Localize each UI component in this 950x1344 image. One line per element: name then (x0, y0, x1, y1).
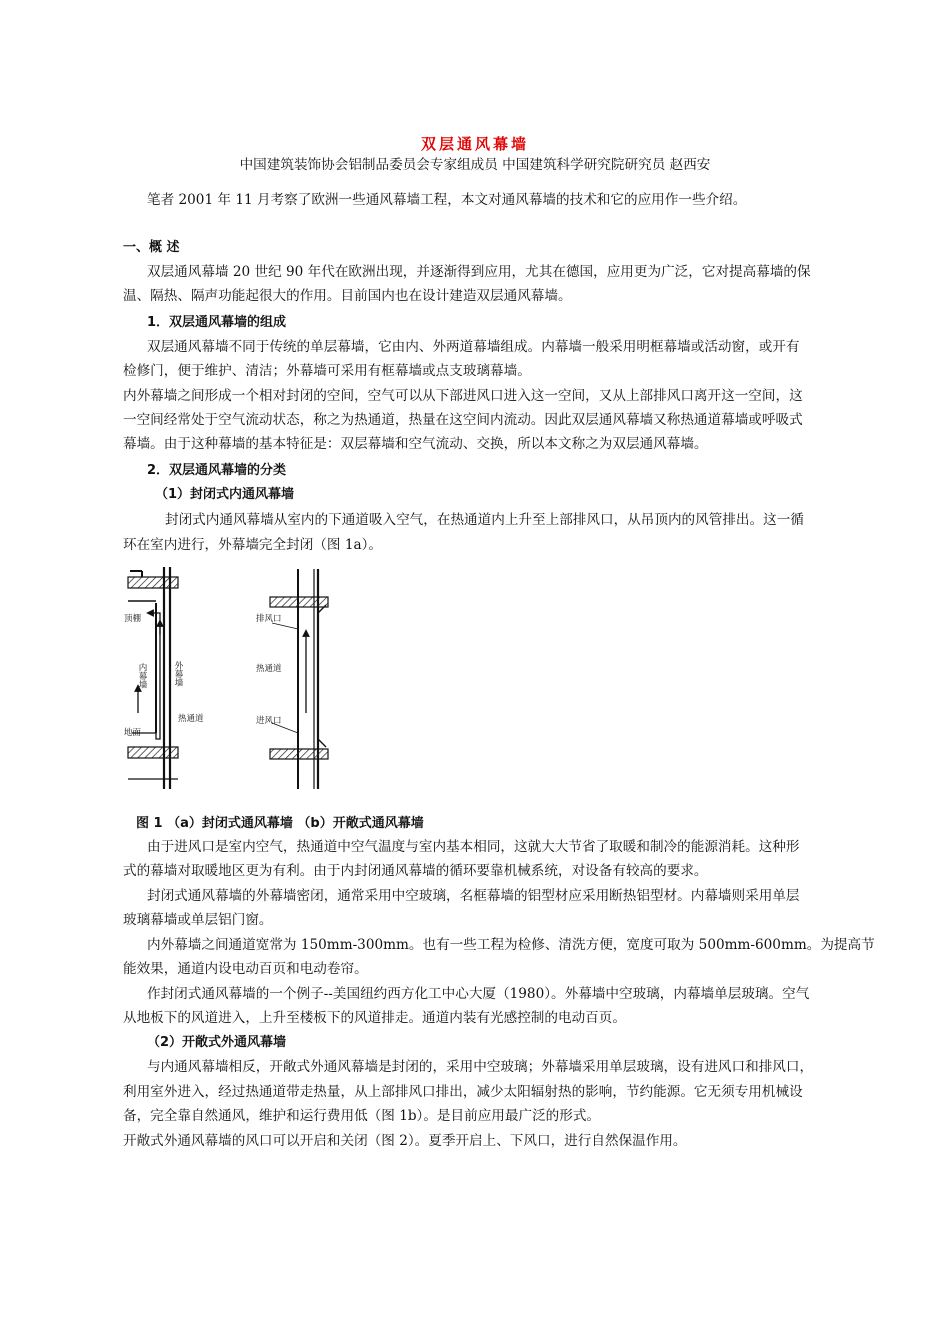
paragraph-line: 温、隔热、隔声功能起很大的作用。目前国内也在设计建造双层通风幕墙。 (123, 288, 572, 304)
paragraph-line: 环在室内进行，外幕墙完全封闭（图 1a）。 (123, 537, 382, 553)
label-heat-channel: 热通道 (178, 714, 204, 724)
subheading-open-type: （2）开敞式外通风幕墙 (147, 1035, 287, 1050)
author-line: 中国建筑装饰协会铝制品委员会专家组成员 中国建筑科学研究院研究员 赵西安 (239, 157, 711, 173)
paragraph-line: 备，完全靠自然通风，维护和运行费用低（图 1b）。是目前应用最广泛的形式。 (123, 1108, 601, 1124)
paragraph-line: 检修门，便于维护、清洁；外幕墙可采用有框幕墙或点支玻璃幕墙。 (123, 363, 531, 379)
paragraph-line: 内外幕墙之间通道宽常为 150mm-300mm。也有一些工程为检修、清洗方便，宽度可取为 500mm-600mm。为提高节 (147, 937, 875, 953)
paragraph-line: 开敞式外通风幕墙的风口可以开启和关闭（图 2）。夏季开启上、下风口，进行自然保温作用。 (123, 1133, 687, 1149)
paragraph-line: 能效果，通道内设电动百页和电动卷帘。 (123, 961, 368, 977)
label-inner-wall: 内幕墙 (137, 663, 147, 689)
paragraph-line: 利用室外进入，经过热通道带走热量，从上部排风口排出，减少太阳辐射热的影响，节约能源。它无须专用机械设 (123, 1084, 803, 1100)
label-exhaust-vent: 排风口 (256, 614, 282, 624)
figure-caption: 图 1 （a）封闭式通风幕墙 （b）开敞式通风幕墙 (136, 816, 424, 831)
label-heat-channel-b: 热通道 (256, 664, 282, 674)
figure-1-diagram (120, 563, 340, 793)
paragraph-line: 封闭式通风幕墙的外幕墙密闭，通常采用中空玻璃，名框幕墙的铝型材应采用断热铝型材。内幕墙则采用单层 (147, 888, 800, 904)
paragraph-line: 幕墙。由于这种幕墙的基本特征是：双层幕墙和空气流动、交换，所以本文称之为双层通风幕墙。 (123, 436, 708, 452)
label-floor: 地面 (124, 728, 142, 738)
subheading-composition: 1．双层通风幕墙的组成 (147, 315, 287, 330)
paragraph-line: 从地板下的风道进入，上升至楼板下的风道排走。通道内装有光感控制的电动百页。 (123, 1010, 626, 1026)
figure-1b-open-wall (256, 569, 328, 789)
paragraph-line: 由于进风口是室内空气，热通道中空气温度与室内基本相同，这就大大节省了取暖和制冷的能源消耗。这种形 (147, 839, 800, 855)
paragraph-line: 双层通风幕墙不同于传统的单层幕墙，它由内、外两道幕墙组成。内幕墙一般采用明框幕墙或活动窗，或开有 (147, 339, 800, 355)
paragraph-line: 内外幕墙之间形成一个相对封闭的空间，空气可以从下部进风口进入这一空间，又从上部排风口离开这一空间，这 (123, 388, 803, 404)
paragraph-line: 式的幕墙对取暖地区更为有利。由于内封闭通风幕墙的循环要靠机械系统，对设备有较高的要求。 (123, 863, 708, 879)
page-title: 双层通风幕墙 (420, 135, 529, 153)
paragraph-line: 双层通风幕墙 20 世纪 90 年代在欧洲出现，并逐渐得到应用，尤其在德国，应用更为广泛，它对提高幕墙的保 (147, 264, 811, 280)
label-outer-wall: 外幕墙 (173, 661, 183, 687)
label-ceiling: 顶棚 (124, 614, 142, 624)
label-intake-vent: 进风口 (256, 716, 282, 726)
subheading-classification: 2．双层通风幕墙的分类 (147, 463, 287, 478)
intro-paragraph: 笔者 2001 年 11 月考察了欧洲一些通风幕墙工程，本文对通风幕墙的技术和它的应用作一些介绍。 (147, 192, 747, 208)
paragraph-line: 一空间经常处于空气流动状态，称之为热通道，热量在这空间内流动。因此双层通风幕墙又称热通道幕墙或呼吸式 (123, 412, 803, 428)
paragraph-line: 与内通风幕墙相反，开敞式外通风幕墙是封闭的，采用中空玻璃；外幕墙采用单层玻璃，设有进风口和排风口， (147, 1059, 814, 1075)
subheading-closed-type: （1）封闭式内通风幕墙 (155, 487, 295, 502)
section-heading-overview: 一、概 述 (123, 240, 180, 255)
paragraph-line: 作封闭式通风幕墙的一个例子--美国纽约西方化工中心大厦（1980）。外幕墙中空玻璃，内幕墙单层玻璃。空气 (147, 986, 810, 1002)
paragraph-line: 玻璃幕墙或单层铝门窗。 (123, 912, 273, 928)
figure-1a-closed-wall (124, 567, 204, 789)
paragraph-line: 封闭式内通风幕墙从室内的下通道吸入空气，在热通道内上升至上部排风口，从吊顶内的风管排出。这一循 (165, 512, 804, 528)
